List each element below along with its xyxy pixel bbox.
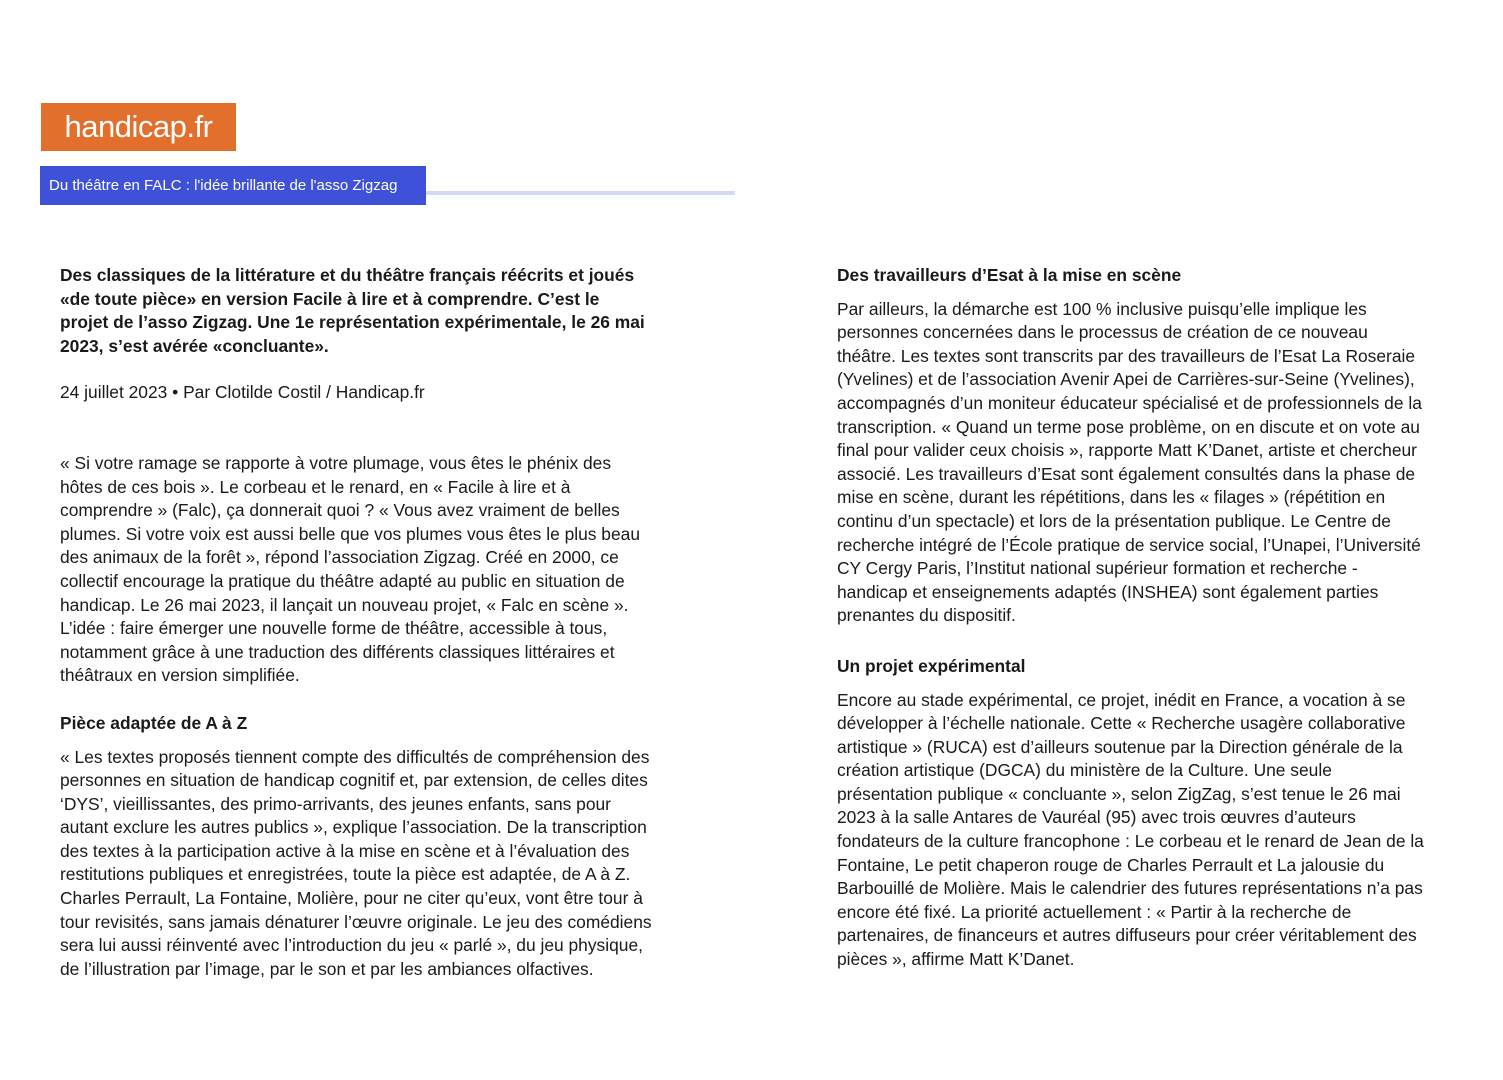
section-paragraph-projet-experimental: Encore au stade expérimental, ce projet, inédit en France, a vocation à se développer à l’échelle nationale. Cette « Recherche usagère collaborative artistique » (RUCA) est d’ailleurs soutenue par la Direction générale de la création artistique (DGCA) du ministère de la Culture. Une seule présentation publique « concluante », selon ZigZag, s’est tenue le 26 mai 2023 à la salle Antares de Vauréal (95) avec trois œuvres d’auteurs fondateurs de la culture francophone : Le corbeau et le renard de Jean de la Fontaine, Le petit chaperon rouge de Charles Perrault et La jalousie du Barbouillé de Molière. Mais le calendrier des futures représentations n’a pas encore été fixé. La priorité actuellement : « Partir à la recherche de partenaires, de financeurs et autres diffuseurs pour créer véritablement des pièces », affirme Matt K’Danet. (837, 689, 1424, 970)
banner-title: Du théâtre en FALC : l'idée brillante de l'asso Zigzag (49, 177, 398, 194)
section-heading-projet-experimental: Un projet expérimental (837, 655, 1026, 676)
article-banner (40, 166, 426, 205)
section-heading-piece-adaptee: Pièce adaptée de A à Z (60, 712, 248, 733)
handicap-fr-logo[interactable]: handicap.fr (41, 103, 236, 151)
section-paragraph-travailleurs-esat: Par ailleurs, la démarche est 100 % inclusive puisqu’elle implique les personnes concernées dans le processus de création de ce nouveau théâtre. Les textes sont transcrits par des travailleurs de l’Esat La Roseraie (Yvelines) et de l’association Avenir Apei de Carrières-sur-Seine (Yvelines), accompagnés d’un moniteur éducateur spécialisé et de professionnels de la transcription. « Quand un terme pose problème, on en discute et on vote au final pour valider ceux choisis », rapporte Matt K’Danet, artiste et chercheur associé. Les travailleurs d’Esat sont également consultés dans la phase de mise en scène, durant les répétitions, dans les « filages » (répétition en continu d’un spectacle) et lors de la présentation publique. Le Centre de recherche intégré de l’École pratique de service social, l’Unapei, l’Université CY Cergy Paris, l’Institut national supérieur formation et recherche - handicap et enseignements adaptés (INSHEA) sont également parties prenantes du dispositif. (837, 298, 1422, 626)
right-column (837, 264, 1429, 972)
section-paragraph-piece-adaptee: « Les textes proposés tiennent compte des difficultés de compréhension des personnes en situation de handicap cognitif et, par extension, de celles dites ‘DYS’, vieillissantes, des primo-arrivants, des jeunes enfants, sans pour autant exclure les autres publics », explique l’association. De la transcription des textes à la participation active à la mise en scène et à l’évaluation des restitutions publiques et enregistrées, toute la pièce est adaptée, de A à Z. Charles Perrault, La Fontaine, Molière, pour ne citer qu’eux, vont être tour à tour revisités, sans jamais dénaturer l’œuvre originale. Le jeu des comédiens sera lui aussi réinventé avec l’introduction du jeu « parlé », du jeu physique, de l’illustration par l’image, par le son et par les ambiances olfactives. (60, 746, 652, 979)
article-lead: Des classiques de la littérature et du théâtre français réécrits et joués «de toute pièce» en version Facile à lire et à comprendre. C’est le projet de l’asso Zigzag. Une 1e représentation expérimentale, le 26 mai 2023, s’est avérée «concluante». (60, 265, 645, 356)
banner-underline (426, 191, 735, 195)
section-heading-travailleurs-esat: Des travailleurs d’Esat à la mise en scène (837, 265, 1182, 285)
left-column (60, 264, 652, 981)
article-meta: 24 juillet 2023 • Par Clotilde Costil / Handicap.fr (60, 382, 425, 403)
intro-paragraph: « Si votre ramage se rapporte à votre plumage, vous êtes le phénix des hôtes de ces bois ». Le corbeau et le renard, en « Facile à lire et à comprendre » (Falc), ça donnerait quoi ? « Vous avez vraiment de belles plumes. Si votre voix est aussi belle que vos plumes vous êtes le plus beau des animaux de la forêt », répond l’association Zigzag. Créé en 2000, ce collectif encourage la pratique du théâtre adapté au public en situation de handicap. Le 26 mai 2023, il lançait un nouveau projet, « Falc en scène ». L’idée : faire émerger une nouvelle forme de théâtre, accessible à tous, notamment grâce à une traduction des différents classiques littéraires et théâtraux en version simplifiée. (60, 452, 640, 686)
